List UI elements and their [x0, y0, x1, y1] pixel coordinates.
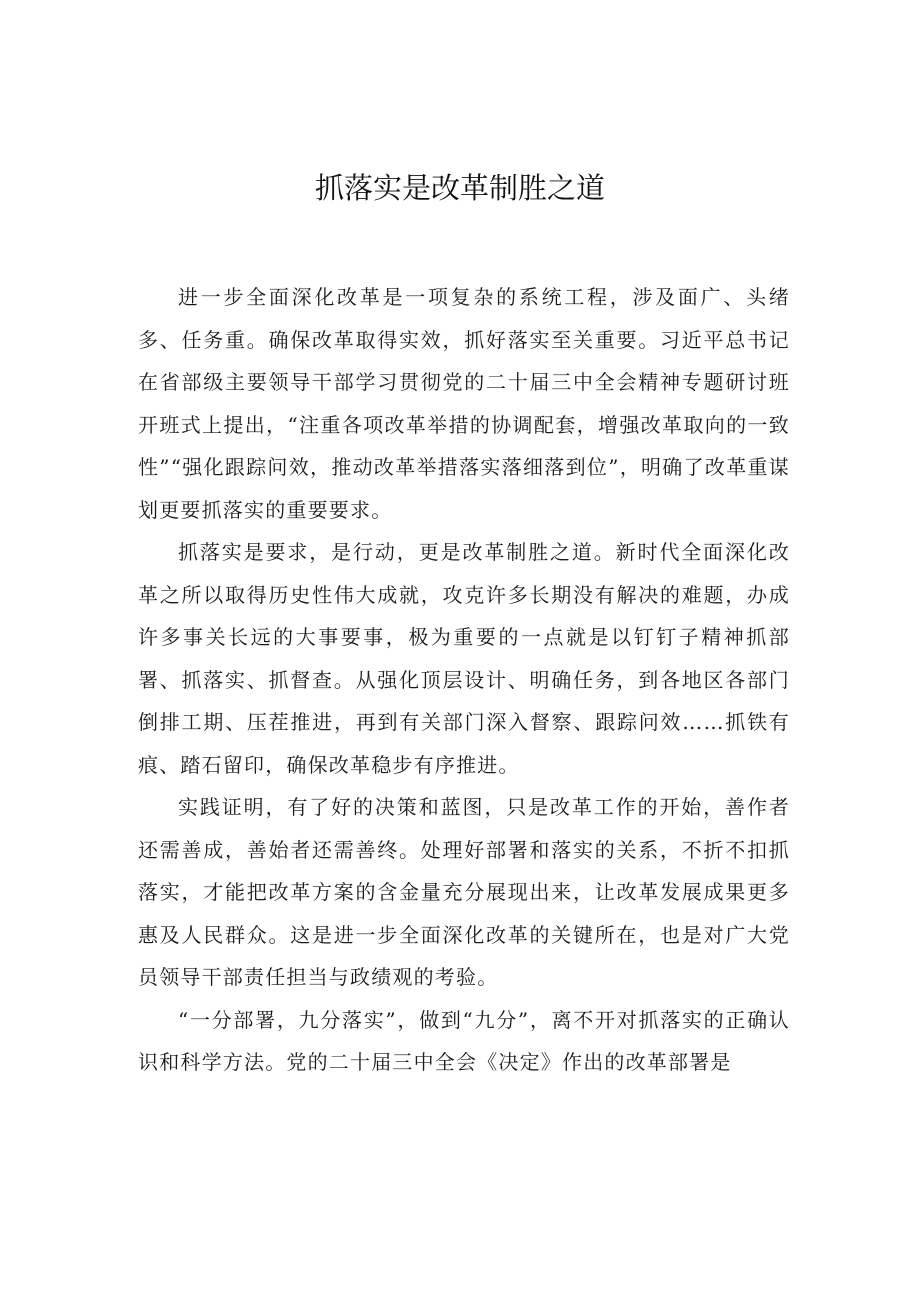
paragraph-3: 实践证明，有了好的决策和蓝图，只是改革工作的开始，善作者还需善成，善始者还需善终。处理好部署和落实的关系，不折不扣抓落实，才能把改革方案的含金量充分展现出来，让改革发展成果更多惠及人民群众。这是进一步全面深化改革的关键所在，也是对广大党员领导干部责任担当与政绩观的考验。	[138, 795, 790, 989]
document-body	[138, 276, 790, 1084]
paragraph-4: “一分部署，九分落实”，做到“九分”，离不开对抓落实的正确认识和科学方法。党的二十届三中全会《决定》作出的改革部署是	[138, 1007, 790, 1074]
paragraph-2: 抓落实是要求，是行动，更是改革制胜之道。新时代全面深化改革之所以取得历史性伟大成就，攻克许多长期没有解决的难题，办成许多事关长远的大事要事，极为重要的一点就是以钉钉子精神抓部署、抓落实、抓督查。从强化顶层设计、明确任务，到各地区各部门倒排工期、压茬推进，再到有关部门深入督察、跟踪问效……抓铁有痕、踏石留印，确保改革稳步有序推进。	[138, 540, 790, 777]
paragraph-1: 进一步全面深化改革是一项复杂的系统工程，涉及面广、头绪多、任务重。确保改革取得实效，抓好落实至关重要。习近平总书记在省部级主要领导干部学习贯彻党的二十届三中全会精神专题研讨班开班式上提出，“注重各项改革举措的协调配套，增强改革取向的一致性”“强化跟踪问效，推动改革举措落实落细落到位”，明确了改革重谋划更要抓落实的重要要求。	[138, 285, 790, 522]
document-title: 抓落实是改革制胜之道	[314, 171, 605, 205]
